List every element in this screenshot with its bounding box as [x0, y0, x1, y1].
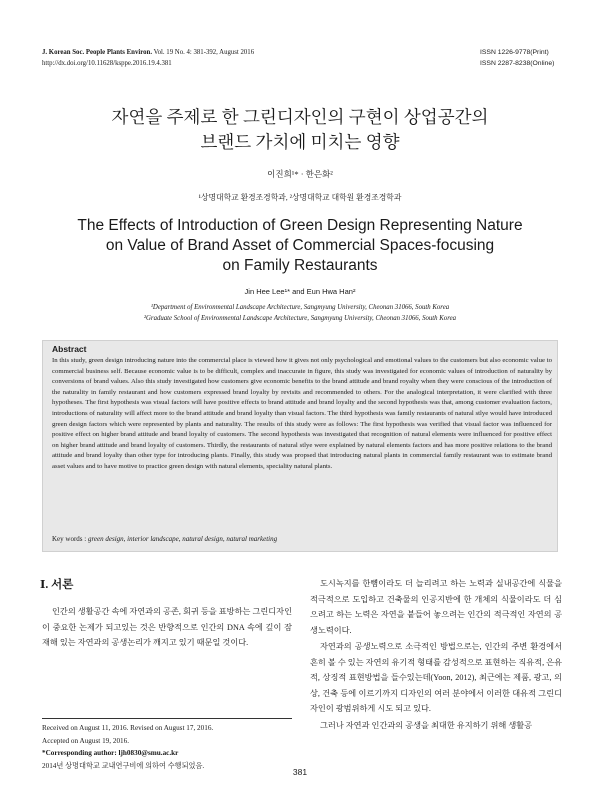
english-title: [30, 216, 570, 276]
section-heading-introduction: Ⅰ. 서론: [40, 579, 74, 591]
abstract-heading: Abstract: [52, 344, 87, 354]
accepted-date: Accepted on August 19, 2016.: [42, 736, 130, 745]
journal-volume-info: Vol. 19 No. 4: 381-392, August 2016: [153, 49, 255, 56]
intro-right-paragraph-3: 그러나 자연과 인간과의 공생을 최대한 유지하기 위해 생활공: [320, 720, 533, 730]
keywords-line: [52, 535, 552, 543]
corresponding-author: *Corresponding author: ljh0830@smu.ac.kr: [42, 749, 179, 757]
affiliation-2: ²Graduate School of Environmental Landscape Architecture, Sangmyung University, Cheonan 31066, South Korea: [143, 315, 456, 322]
english-title-line-3: on Family Restaurants: [222, 257, 378, 274]
intro-right-column: [310, 576, 562, 734]
footnote-divider: [42, 718, 292, 719]
korean-title: [40, 105, 560, 155]
intro-right-paragraph-1: 도시녹지를 한뼘이라도 더 늘리려고 하는 노력과 실내공간에 식물을 적극적으로 도입하고 건축물의 인공지반에 한 개체의 식물이라도 더 심으려고 하는 노력은 자연을 붙들어 놓으려는 인간의 적극적인 자연의 공생노력이다.: [310, 579, 562, 635]
footnotes: [42, 722, 294, 772]
korean-authors: 이진희¹* · 한은화²: [267, 169, 333, 179]
journal-header: [42, 47, 362, 69]
issn-block: [480, 47, 590, 69]
abstract-text: In this study, green design introducing nature into the commercial place is viewed how it gives not only psychological and emotional values to the customers but also economic value to commercial business self. Because economic value is to be difficult, complex and inaccurate in figure, this study was investigated for economic values of introduction of naturality by conversions of brand values. Also this study investigated how customers give economic benefits to the brand attitude and brand royalty when they were conscious of the introduction of the naturality in family restaurant and how customers expressed brand loyalty by revisits and recommended to others. For the analogical interpretation, it were clarified with three hypotheses. The first hypothesis was visual factors will have positive effects to brand attitude and brand loyalty and the second hypothesis was that, among customer evaluation factors, introductions of naturality will affect more to the brand attitude and brand loyalty than visual factors. The third hypothesis was family restaurants of natural stlye would have introduced green design factors which were represented by plants and naturality. The results of this study were as follows: The first hypothesis was verified that visual factor was influenced for positive effect on higher brand attitude and brand loyalty of customers. The second hypothesis was investigated that recognition of natural elements were influenced for positive effect on higher brand attitude and brand loyalty of customers. Thirdly, the restaurants of natural stlye were explained by natural elements factors and has more positive relations to the brand attitude and brand loyalty than other type for introducing plants. Finally, this study was propsed that introducing natural plants in commercial family restaurant was to estimate brand asset values and to have motive to practice green design with natural elements, speciality natural plants.: [52, 357, 552, 470]
issn-print: ISSN 1226-9778(Print): [480, 49, 549, 56]
korean-title-line-1: 자연을 주제로 한 그린디자인의 구현이 상업공간의: [111, 107, 489, 127]
affiliation-1: ¹Department of Environmental Landscape Architecture, Sangmyung University, Cheonan 31066, South Korea: [150, 304, 450, 311]
keywords-label: Key words :: [52, 535, 87, 543]
keywords-value: green design, interior landscape, natural design, natural marketing: [87, 535, 278, 543]
doi-link[interactable]: http://dx.doi.org/10.11628/ksppe.2016.19.4.381: [42, 60, 172, 67]
journal-citation: [42, 47, 362, 58]
intro-right-paragraph-2: 자연과의 공생노력으로 소극적인 방법으로는, 인간의 주변 환경에서 흔히 볼 수 있는 자연의 유기적 형태를 감성적으로 표현하는 직유적, 은유적, 상징적 표현방법을 들수있는데(Yoon, 2012), 최근에는 제품, 광고, 의상, 건축 등에 이르기까지 디자인의 여러 분야에서 이러한 대유적 그린디자인이 광범위하게 시도 되고 있다.: [310, 642, 562, 713]
journal-title: J. Korean Soc. People Plants Environ.: [42, 49, 153, 56]
english-title-line-2: on Value of Brand Asset of Commercial Spaces-focusing: [105, 237, 495, 254]
korean-title-line-2: 브랜드 가치에 미치는 영향: [200, 132, 400, 152]
english-authors: Jin Hee Lee¹* and Eun Hwa Han²: [244, 287, 356, 296]
intro-left-paragraph: [42, 604, 292, 651]
english-title-line-1: The Effects of Introduction of Green Design Representing Nature: [77, 217, 523, 234]
intro-left-text: 인간의 생활공간 속에 자연과의 공존, 회귀 등을 표방하는 그린디자인이 중요한 논제가 되고있는 것은 반향적으로 인간의 DNA 속에 깊이 잠재해 있는 자연과의 공생논리가 깨지고 있기 때문일 것이다.: [42, 607, 292, 647]
issn-online: ISSN 2287-8238(Online): [480, 60, 555, 67]
page-number: 381: [292, 767, 308, 777]
received-date: Received on August 11, 2016. Revised on August 17, 2016.: [42, 724, 214, 732]
funding-note: 2014년 상명대학교 교내연구비에 의하여 수행되었음.: [42, 761, 205, 770]
korean-affiliations: ¹상명대학교 환경조경학과, ²상명대학교 대학원 환경조경학과: [198, 193, 402, 202]
english-affiliations: [40, 302, 560, 324]
